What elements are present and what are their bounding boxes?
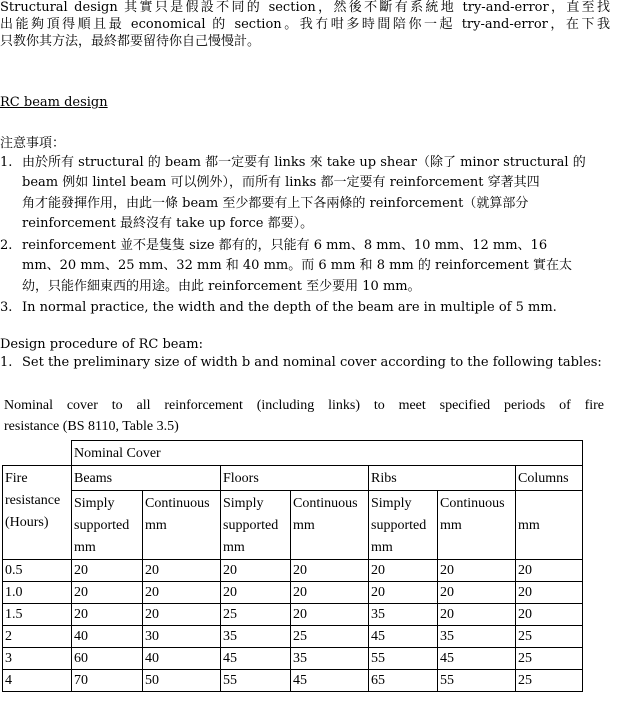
note-2-line-3: 幼，只能作細東西的用途。由此 reinforcement 至少要用 10 mm。 (22, 279, 421, 294)
note-3-number: 3. (0, 300, 13, 315)
continuous-line-2: mm (145, 518, 167, 533)
table-cell: 20 (221, 560, 291, 582)
floors-header: Floors (221, 466, 369, 491)
table-row (3, 582, 583, 604)
note-2-line-1: reinforcement 並不是隻隻 size 都有的，只能有 6 mm、8 mm、10 mm、12 mm、16 (22, 238, 548, 253)
note-1-line-3: 角才能發揮作用，由此一條 beam 至少都要有上下各兩條的 reinforcement（就算部分 (22, 196, 529, 211)
procedure-heading: Design procedure of RC beam: (0, 337, 203, 352)
intro-line-2: 出能夠頂得順且最 economical 的 section。我冇咁多時間陪你一起 try-and-error，在下我 (0, 17, 610, 32)
beams-header: Beams (72, 466, 221, 491)
table-cell: 40 (72, 626, 143, 648)
table-cell: 40 (143, 648, 221, 670)
table-cell: 20 (72, 560, 143, 582)
table-cell: 35 (438, 626, 516, 648)
table-cell: 20 (438, 604, 516, 626)
continuous-line-1: Continuous (145, 496, 210, 511)
table-cell: 30 (143, 626, 221, 648)
procedure-1-text: Set the preliminary size of width b and nominal cover according to the following tables: (22, 355, 602, 370)
table-cell: 45 (438, 648, 516, 670)
fire-resistance-header (3, 466, 72, 560)
simply-line-1: Simply (371, 496, 412, 511)
ribs-header: Ribs (369, 466, 516, 491)
table-cell: 35 (369, 604, 438, 626)
simply-line-1: Simply (74, 496, 115, 511)
table-cell: 20 (143, 560, 221, 582)
table-cell: 20 (438, 560, 516, 582)
table-cell: 20 (438, 582, 516, 604)
simply-line-1: Simply (223, 496, 264, 511)
table-cell: 20 (143, 582, 221, 604)
note-3-line-1: In normal practice, the width and the depth of the beam are in multiple of 5 mm. (22, 300, 557, 315)
table-cell: 60 (72, 648, 143, 670)
table-cell: 25 (516, 626, 583, 648)
table-cell: 20 (221, 582, 291, 604)
table-cell: 1.5 (3, 604, 72, 626)
table-cell: 45 (369, 626, 438, 648)
table-row (3, 560, 583, 582)
table-cell: 45 (221, 648, 291, 670)
floors-simply-header (221, 491, 291, 560)
beams-simply-header (72, 491, 143, 560)
table-cell: 35 (221, 626, 291, 648)
intro-line-3: 只教你其方法，最終都要留待你自己慢慢計。 (0, 34, 261, 49)
continuous-line-2: mm (440, 518, 462, 533)
table-cell: 35 (291, 648, 369, 670)
table-row (3, 648, 583, 670)
beams-continuous-header (143, 491, 221, 560)
table-cell: 50 (143, 670, 221, 692)
table-cell: 20 (291, 582, 369, 604)
table-cell: 65 (369, 670, 438, 692)
table-cell: 55 (221, 670, 291, 692)
table-cell: 0.5 (3, 560, 72, 582)
table-cell: 20 (143, 604, 221, 626)
columns-header: Columns (516, 466, 583, 491)
fire-header-line-1: Fire (5, 471, 28, 486)
fire-header-line-3: (Hours) (5, 515, 49, 530)
table-cell: 20 (291, 560, 369, 582)
nominal-cover-table (2, 440, 583, 692)
fire-header-line-2: resistance (5, 493, 61, 508)
table-cell: 25 (291, 626, 369, 648)
table-cell: 20 (516, 582, 583, 604)
table-cell: 20 (516, 604, 583, 626)
table-cell: 25 (516, 648, 583, 670)
note-1-line-2: beam 例如 lintel beam 可以例外），而所有 links 都一定要有 reinforcement 穿著其四 (22, 175, 540, 190)
table-caption-line-2: resistance (BS 8110, Table 3.5) (4, 419, 179, 434)
ribs-simply-header (369, 491, 438, 560)
table-cell: 20 (369, 582, 438, 604)
procedure-1-number: 1. (0, 355, 13, 370)
table-cell: 20 (72, 582, 143, 604)
simply-line-2: supported (371, 518, 427, 533)
intro-line-1: Structural design 其實只是假設不同的 section，然後不斷有系統地 try-and-error，直至找 (0, 0, 610, 15)
table-cell: 3 (3, 648, 72, 670)
nominal-cover-header: Nominal Cover (72, 441, 583, 466)
table-cell: 1.0 (3, 582, 72, 604)
simply-line-2: supported (223, 518, 279, 533)
note-1-line-1: 由於所有 structural 的 beam 都一定要有 links 來 take up shear（除了 minor structural 的 (22, 155, 586, 170)
table-caption-line-1: Nominal cover to all reinforcement (including links) to meet specified periods of fire (4, 398, 604, 413)
simply-line-3: mm (74, 540, 96, 555)
table-cell: 20 (516, 560, 583, 582)
table-cell: 4 (3, 670, 72, 692)
notes-heading: 注意事項： (0, 136, 66, 151)
simply-line-3: mm (223, 540, 245, 555)
table-cell: 55 (369, 648, 438, 670)
table-row (3, 604, 583, 626)
table-cell: 45 (291, 670, 369, 692)
section-heading: RC beam design (0, 95, 108, 110)
note-1-line-4: reinforcement 最終沒有 take up force 都要）。 (22, 216, 314, 231)
note-2-number: 2. (0, 238, 13, 253)
simply-line-3: mm (371, 540, 393, 555)
table-cell: 70 (72, 670, 143, 692)
note-2-line-2: mm、20 mm、25 mm、32 mm 和 40 mm。而 6 mm 和 8 mm 的 reinforcement 實在太 (22, 258, 573, 273)
table-cell: 2 (3, 626, 72, 648)
table-row (3, 626, 583, 648)
table-cell: 20 (291, 604, 369, 626)
table-cell: 25 (221, 604, 291, 626)
columns-mm-header (516, 491, 583, 560)
table-cell: 55 (438, 670, 516, 692)
continuous-line-2: mm (293, 518, 315, 533)
note-1-number: 1. (0, 155, 13, 170)
table-corner-cell (3, 441, 72, 466)
continuous-line-1: Continuous (293, 496, 358, 511)
floors-continuous-header (291, 491, 369, 560)
table-cell: 20 (72, 604, 143, 626)
columns-mm-label: mm (518, 518, 540, 533)
table-cell: 25 (516, 670, 583, 692)
ribs-continuous-header (438, 491, 516, 560)
table-cell: 20 (369, 560, 438, 582)
continuous-line-1: Continuous (440, 496, 505, 511)
table-row (3, 670, 583, 692)
simply-line-2: supported (74, 518, 130, 533)
